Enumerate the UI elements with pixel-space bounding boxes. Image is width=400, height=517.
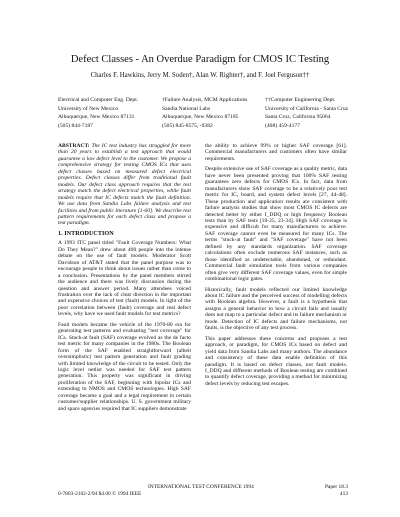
affiliation-line: †Failure Analysis, MCM Applications (162, 97, 248, 103)
abstract-text: The IC test industry has struggled for more than 20 years to establish a test approach that would guarantee a low defect level to the customer. We propose a comprehensive strategy for testing CMOS ICs that uses defect classes based on measured defect electrical properties. Defect classes differ from traditional fault models. Our defect class approach requires that the test strategy match the defect electrical properties, while fault models require that IC defects match the fault definition. We use data from Sandia Labs failure analysis and test facilities and from public literature [1-60]. We describe test pattern requirements for each defect class and propose a test paradigm. (58, 143, 191, 227)
paragraph: Despite extensive use of SAF coverage as a quality metric, data have never been presented proving that 100% SAF testing guarantees zero defects for CMOS ICs. In fact, data from manufacturers show SAF coverage to be a relatively poor test metric for IC, board, and system defect levels [27, 44-48]. These production and application results are consistent with failure analysis studies that show most CMOS IC defects are detected better by either I_DDQ or high frequency Boolean tests than by SAF tests [10-25, 23-34]. High SAF coverage is expensive and difficult for many manufacturers to achieve. SAF coverage cannot even be measured for many ICs. The terms "stuck-at fault" and "SAF coverage" have not been defined by any standards organization. SAF coverage calculations often exclude numerous SAF instances, such as those identified as undetectable, abandoned, or redundant. Commercial fault simulation tools from various companies often give very different SAF coverage values, even for simple combinational logic gates. (205, 166, 347, 283)
abstract (58, 143, 191, 227)
paper-number: Paper 18.3 (324, 484, 348, 490)
left-column (58, 143, 191, 479)
author-list: Charles F. Hawkins, Jerry M. Soden†, Alan W. Righter†, and F. Joel Ferguson†† (90, 72, 310, 79)
affiliation-ucsc (265, 96, 348, 130)
paragraph: the ability to achieve 99% or higher SAF coverage [61]. Commercial manufacturers and customers often have similar requirements. (205, 143, 347, 162)
paragraph: A 1993 ITC panel titled "Fault Coverage Numbers: What Do They Mean?" drew about 400 people into the intense debate on the use of fault models. Moderator Scott Davidson of AT&T stated that the panel purpose was to encourage people to think about issues rather than come to a conclusion. Presentations by the panel members stirred the audience and there was lively discussion during the question and answer period. Many attendees voiced frustration over the lack of clear direction in the important and expensive choices of test (fault) models. In light of the poor correlation between (fault) coverage and real defect levels, why have we used fault models for test metrics? (58, 240, 191, 318)
conference-footer: INTERNATIONAL TEST CONFERENCE 1994 (148, 484, 254, 490)
paper-title: Defect Classes - An Overdue Paradigm for CMOS IC Testing (70, 54, 330, 65)
affiliation-line: Albuquerque, New Mexico 87131 (58, 114, 135, 121)
affiliation-line: University of California - Santa Cruz (265, 105, 349, 112)
affiliation-line: (505) 845-8575, -9382 (162, 122, 213, 129)
affiliation-line: Santa Cruz, California 95064 (265, 114, 331, 121)
abstract-label: ABSTRACT: (58, 143, 90, 149)
paragraph: This paper addresses these concerns and proposes a test approach, or paradigm, for CMOS ICs based on defect and yield data from Sandia Labs and many authors. The abundance and consistency of these data enable definition of this paradigm. It is based on defect classes, not fault models. I_DDQ and different methods of Boolean testing are combined to quantify defect coverage, providing a method for minimizing defect levels by reducing test escapes. (205, 335, 347, 387)
affiliation-line: (408) 459-4177 (265, 122, 300, 129)
paragraph: Fault models became the vehicle of the 1970-80 era for generating test patterns and evaluating "test coverage" for ICs. Stuck-at fault (SAF) coverage evolved as the de facto test metric for many companies in the 1980s. The Boolean form of the SAF enabled straightforward (albeit oversimplistic) test pattern generation and fault grading with limited knowledge of the circuit to be tested. Only the logic level netlist was needed for SAF test pattern generation. This property was significant in driving proliferation of the SAF, beginning with bipolar ICs and extending to NMOS and CMOS technologies. High SAF coverage became a goal and a legal requirement in certain customer/supplier relationships. U. S. government military and space agencies required that IC suppliers demonstrate (58, 321, 191, 412)
paragraph: Historically, fault models reflected our limited knowledge about IC failure and the perceived success of modelling defects with Boolean algebra. However, a fault is a hypothesis that assigns a general behavior to how a circuit fails and usually does not map to a particular defect and its failure mechanism or mode. Detection of IC defects and failure mechanisms, not faults, is the objective of any test process. (205, 286, 347, 332)
isbn-footer: 0-7803-2102-2/94 $4.00 © 1994 IEEE (58, 491, 142, 497)
affiliation-line: ††Computer Engineering Dept. (265, 97, 336, 103)
affiliation-sandia (162, 96, 247, 130)
affiliation-line: Electrical and Computer Eng. Dept. (58, 97, 139, 103)
right-column (205, 143, 347, 479)
affiliation-unm (58, 96, 138, 130)
affiliation-line: University of New Mexico (58, 105, 119, 112)
affiliation-line: Albuquerque, New Mexico 87185 (162, 114, 239, 121)
section-heading: 1. INTRODUCTION (58, 229, 114, 237)
affiliation-line: Sandia National Labs (162, 105, 211, 112)
affiliation-line: (505) 844-7187 (58, 122, 93, 129)
page-number: 413 (339, 491, 348, 497)
